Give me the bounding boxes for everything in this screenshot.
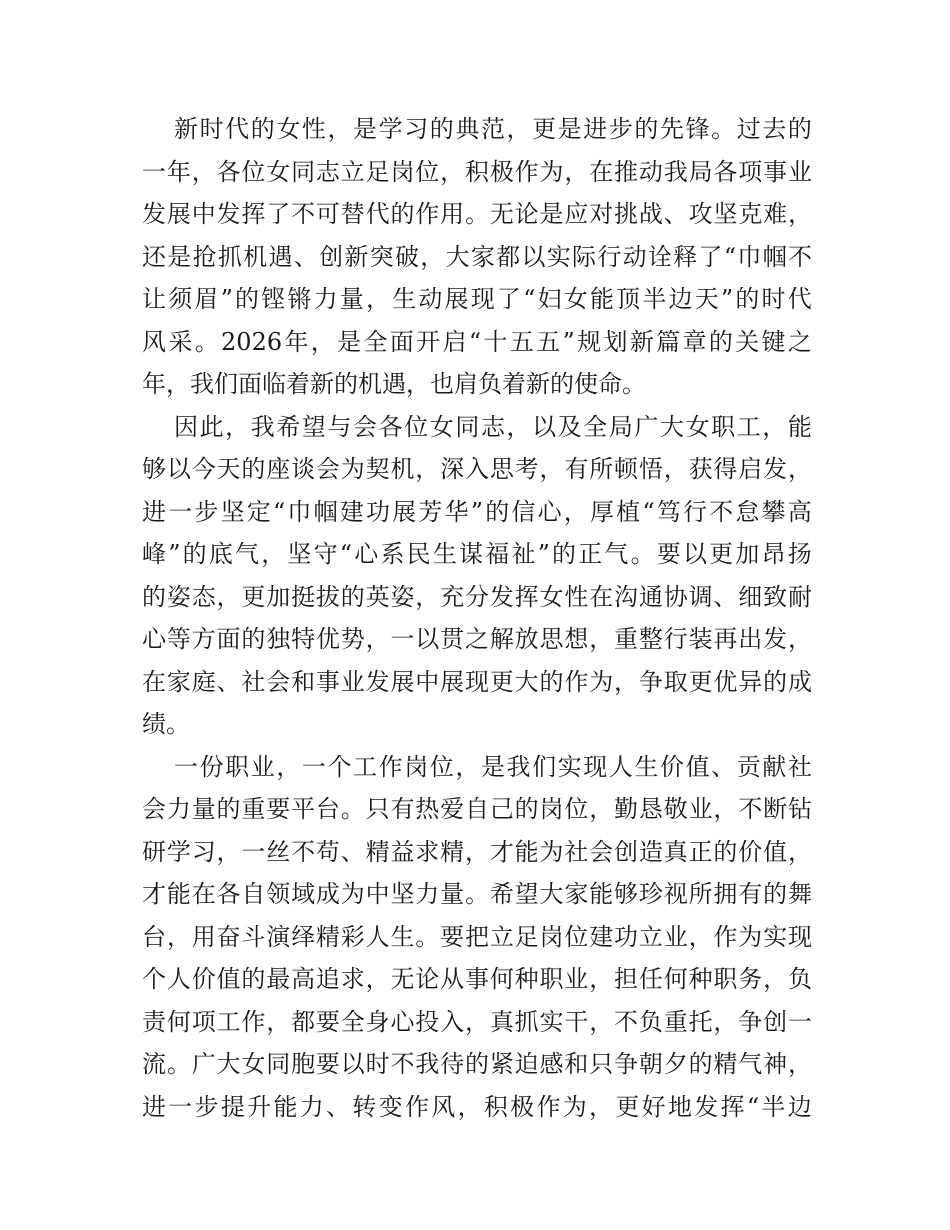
- paragraph-line: 的 姿 态 ， 更 加 挺 拔 的 英 姿 ， 充 分 发 挥 女 性 在 沟 通 协 调 、 细 致 耐: [142, 582, 812, 611]
- paragraph-line: 风 采 。 2026 年 ， 是 全 面 开 启 “ 十 五 五 ” 规 划 新 篇 章 的 关 键 之: [142, 327, 812, 356]
- paragraph-first-line: 一 份 职 业 ， 一 个 工 作 岗 位 ， 是 我 们 实 现 人 生 价 值 、 贡 献 社: [174, 752, 812, 781]
- paragraph-line: 还 是 抢 抓 机 遇 、 创 新 突 破 ， 大 家 都 以 实 际 行 动 诠 释 了 “ 巾 帼 不: [142, 242, 812, 271]
- paragraph-line: 研 学 习 ， 一 丝 不 苟 、 精 益 求 精 ， 才 能 为 社 会 创 造 真 正 的 价 值 ，: [142, 837, 812, 866]
- paragraph-line: 年，我们面临着新的机遇，也肩负着新的使命。: [142, 370, 646, 398]
- paragraph-line: 才 能 在 各 自 领 域 成 为 中 坚 力 量 。 希 望 大 家 能 够 珍 视 所 拥 有 的 舞: [142, 880, 812, 908]
- paragraph-line: 让 须 眉 ” 的 铿 锵 力 量 ， 生 动 展 现 了 “ 妇 女 能 顶 半 边 天 ” 的 时 代: [142, 285, 812, 313]
- paragraph-line: 会 力 量 的 重 要 平 台 。 只 有 热 爱 自 己 的 岗 位 ， 勤 恳 敬 业 ， 不 断 钻: [142, 795, 812, 823]
- paragraph-line: 责 何 项 工 作 ， 都 要 全 身 心 投 入 ， 真 抓 实 干 ， 不 负 重 托 ， 争 创 一: [142, 1007, 812, 1036]
- document-body: [142, 108, 812, 1128]
- paragraph-line: 绩。: [142, 710, 190, 738]
- paragraph-line: 流 。 广 大 女 同 胞 要 以 时 不 我 待 的 紧 迫 感 和 只 争 朝 夕 的 精 气 神 ，: [142, 1050, 812, 1078]
- paragraph-line: 一 年 ， 各 位 女 同 志 立 足 岗 位 ， 积 极 作 为 ， 在 推 动 我 局 各 项 事 业: [142, 157, 812, 186]
- paragraph-line: 个 人 价 值 的 最 高 追 求 ， 无 论 从 事 何 种 职 业 ， 担 任 何 种 职 务 ， 负: [142, 965, 812, 993]
- paragraph-line: 台 ， 用 奋 斗 演 绎 精 彩 人 生 。 要 把 立 足 岗 位 建 功 立 业 ， 作 为 实 现: [142, 922, 812, 951]
- paragraph-line: 进 一 步 提 升 能 力 、 转 变 作 风 ， 积 极 作 为 ， 更 好 地 发 挥 “ 半 边: [142, 1092, 812, 1121]
- paragraph-line: 进 一 步 坚 定 “ 巾 帼 建 功 展 芳 华 ” 的 信 心 ， 厚 植 “ 笃 行 不 怠 攀 高: [142, 497, 812, 526]
- paragraph-line: 峰 ” 的 底 气 ， 坚 守 “ 心 系 民 生 谋 福 祉 ” 的 正 气 。 要 以 更 加 昂 扬: [142, 540, 812, 568]
- paragraph-line: 在 家 庭 、 社 会 和 事 业 发 展 中 展 现 更 大 的 作 为 ， 争 取 更 优 异 的 成: [142, 667, 812, 696]
- paragraph-line: 够 以 今 天 的 座 谈 会 为 契 机 ， 深 入 思 考 ， 有 所 顿 悟 ， 获 得 启 发 ，: [142, 455, 812, 483]
- paragraph-first-line: 新 时 代 的 女 性 ， 是 学 习 的 典 范 ， 更 是 进 步 的 先 锋 。 过 去 的: [174, 115, 812, 143]
- paragraph-first-line: 因 此 ， 我 希 望 与 会 各 位 女 同 志 ， 以 及 全 局 广 大 女 职 工 ， 能: [174, 412, 812, 441]
- paragraph-line: 心 等 方 面 的 独 特 优 势 ， 一 以 贯 之 解 放 思 想 ， 重 整 行 装 再 出 发 ，: [142, 625, 812, 653]
- paragraph-line: 发 展 中 发 挥 了 不 可 替 代 的 作 用 。 无 论 是 应 对 挑 战 、 攻 坚 克 难 ，: [142, 200, 812, 228]
